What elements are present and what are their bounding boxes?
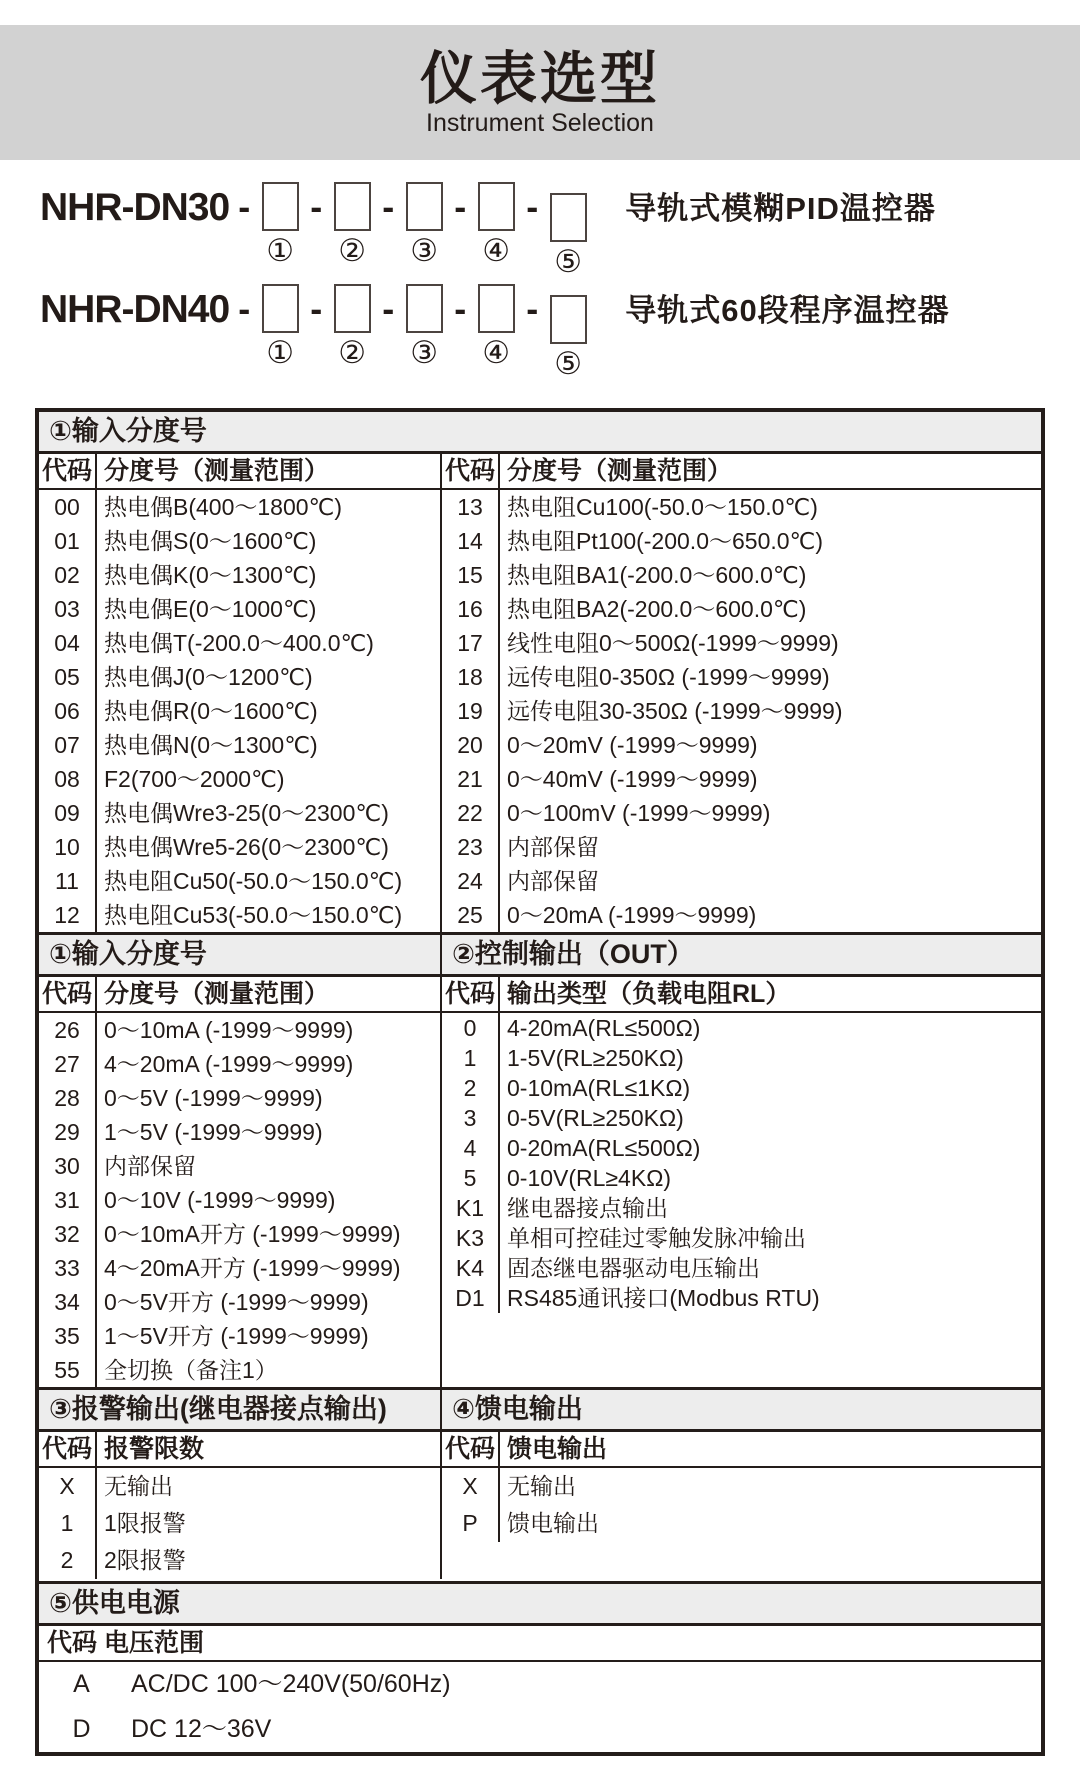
table-row — [39, 524, 1041, 558]
desc-cell: 0-10V(RL≥4KΩ) — [507, 1165, 672, 1191]
desc-cell: 热电阻Cu53(-50.0～150.0℃) — [97, 898, 442, 932]
code-position-2 — [331, 182, 373, 269]
column-header-desc: 分度号（测量范围） — [104, 980, 330, 1008]
table-row — [442, 1103, 1041, 1133]
table-row — [39, 1047, 440, 1081]
code-box-icon — [406, 182, 443, 231]
desc-cell: 4～20mA (-1999～9999) — [104, 1051, 354, 1077]
code-cell: 23 — [442, 830, 500, 864]
table-row — [39, 796, 1041, 830]
table-row — [442, 1223, 1041, 1253]
code-cell: 22 — [442, 796, 500, 830]
position-number: ④ — [482, 335, 511, 371]
page-banner — [0, 25, 1080, 160]
section5-column-header: 代码 电压范围 — [39, 1626, 1041, 1662]
code-cell: 05 — [39, 660, 97, 694]
table-row — [39, 626, 1041, 660]
code-position-3 — [403, 284, 445, 371]
position-number: ③ — [410, 335, 439, 371]
desc-cell: 0～100mV (-1999～9999) — [507, 800, 771, 826]
desc-cell: 远传电阻30-350Ω (-1999～9999) — [507, 698, 843, 724]
code-box-icon — [478, 182, 515, 231]
code-position-4 — [475, 284, 517, 371]
column-header-code: 代码 — [442, 977, 500, 1011]
section5-rows — [39, 1662, 1041, 1752]
model-description: 导轨式60段程序温控器 — [625, 293, 950, 328]
code-cell: 00 — [39, 490, 97, 524]
desc-cell: 热电偶R(0～1600℃) — [97, 694, 442, 728]
code-cell: 13 — [442, 490, 500, 524]
code-cell: 1 — [39, 1505, 97, 1542]
section2-right-title: ②控制输出（OUT） — [442, 935, 1041, 977]
column-header-code: 代码 — [442, 1432, 500, 1466]
desc-cell: 内部保留 — [507, 868, 599, 894]
code-cell: 55 — [39, 1353, 97, 1387]
desc-cell: 1～5V开方 (-1999～9999) — [104, 1323, 369, 1349]
table-row — [39, 898, 1041, 932]
table-row — [39, 1251, 440, 1285]
desc-cell: 0～20mV (-1999～9999) — [507, 732, 758, 758]
section1-column-headers — [39, 454, 1041, 490]
code-cell: 08 — [39, 762, 97, 796]
code-cell: 29 — [39, 1115, 97, 1149]
desc-cell: 0～10mA (-1999～9999) — [104, 1017, 354, 1043]
table-row — [442, 1253, 1041, 1283]
desc-cell: 内部保留 — [104, 1153, 196, 1179]
code-cell: 35 — [39, 1319, 97, 1353]
code-cell: 21 — [442, 762, 500, 796]
desc-cell: DC 12～36V — [131, 1715, 272, 1743]
code-cell: 2 — [39, 1542, 97, 1579]
code-cell: 03 — [39, 592, 97, 626]
desc-cell: 0～5V开方 (-1999～9999) — [104, 1289, 369, 1315]
code-cell: K1 — [442, 1193, 500, 1223]
code-separator: - — [238, 186, 251, 227]
section2-titles — [39, 932, 1041, 977]
desc-cell: 固态继电器驱动电压输出 — [507, 1255, 760, 1281]
desc-cell: 热电偶T(-200.0～400.0℃) — [97, 626, 442, 660]
table-row — [39, 1285, 440, 1319]
section3-right-rows — [442, 1468, 1041, 1579]
desc-cell: 0～20mA (-1999～9999) — [507, 902, 757, 928]
position-number: ① — [266, 335, 295, 371]
code-cell: X — [39, 1468, 97, 1505]
position-number: ② — [338, 233, 367, 269]
code-cell: 30 — [39, 1149, 97, 1183]
code-box-icon — [262, 284, 299, 333]
code-cell: 1 — [442, 1043, 500, 1073]
desc-cell: 热电偶Wre5-26(0～2300℃) — [97, 830, 442, 864]
code-cell: K4 — [442, 1253, 500, 1283]
desc-cell: 内部保留 — [507, 834, 599, 860]
code-position-3 — [403, 182, 445, 269]
table-row — [442, 1468, 1041, 1505]
code-cell: 26 — [39, 1013, 97, 1047]
code-box-icon — [550, 193, 587, 242]
code-cell: D — [72, 1715, 91, 1743]
model-description: 导轨式模糊PID温控器 — [625, 191, 936, 226]
column-header-code: 代码 — [442, 454, 500, 488]
code-cell: 3 — [442, 1103, 500, 1133]
code-cell: P — [442, 1505, 500, 1542]
model-name: NHR-DN40 — [40, 288, 230, 331]
desc-cell: 热电阻BA2(-200.0～600.0℃) — [507, 596, 807, 622]
table-row — [39, 1353, 440, 1387]
table-row — [39, 1319, 440, 1353]
section2-right-rows — [442, 1013, 1041, 1387]
desc-cell: 0～40mV (-1999～9999) — [507, 766, 758, 792]
desc-cell: 热电偶Wre3-25(0～2300℃) — [97, 796, 442, 830]
table-row — [39, 1707, 1041, 1752]
model-name: NHR-DN30 — [40, 186, 230, 229]
code-cell: 32 — [39, 1217, 97, 1251]
table-row — [39, 1542, 440, 1579]
desc-cell: 1限报警 — [104, 1510, 186, 1536]
code-cell: 16 — [442, 592, 500, 626]
code-box-icon — [406, 284, 443, 333]
code-cell: 04 — [39, 626, 97, 660]
code-box-icon — [478, 284, 515, 333]
desc-cell: 0-5V(RL≥250KΩ) — [507, 1105, 684, 1131]
table-row — [442, 1133, 1041, 1163]
column-header-desc: 分度号（测量范围） — [97, 454, 442, 488]
code-separator: - — [310, 186, 323, 227]
code-cell: 31 — [39, 1183, 97, 1217]
desc-cell: 热电偶J(0～1200℃) — [97, 660, 442, 694]
column-header-code: 代码 — [39, 1432, 97, 1466]
desc-cell: 热电偶B(400～1800℃) — [97, 490, 442, 524]
table-row — [39, 694, 1041, 728]
desc-cell: 1～5V (-1999～9999) — [104, 1119, 323, 1145]
code-position-5 — [547, 295, 589, 382]
table-row — [39, 1217, 440, 1251]
section3-left-rows — [39, 1468, 442, 1579]
code-cell: 4 — [442, 1133, 500, 1163]
code-box-icon — [262, 182, 299, 231]
code-box-icon — [550, 295, 587, 344]
model-code-diagrams — [0, 160, 1080, 382]
position-number: ④ — [482, 233, 511, 269]
table-row — [39, 728, 1041, 762]
code-cell: 15 — [442, 558, 500, 592]
code-cell: 20 — [442, 728, 500, 762]
code-cell: K3 — [442, 1223, 500, 1253]
code-cell: 28 — [39, 1081, 97, 1115]
section3-titles — [39, 1387, 1041, 1432]
desc-cell: 0-10mA(RL≤1KΩ) — [507, 1075, 691, 1101]
code-separator: - — [382, 186, 395, 227]
section2-right-headers — [442, 977, 1041, 1011]
code-cell: 24 — [442, 864, 500, 898]
column-header-desc: 报警限数 — [104, 1435, 205, 1463]
code-cell: X — [442, 1468, 500, 1505]
table-row — [39, 1468, 440, 1505]
column-header-desc: 馈电输出 — [507, 1435, 608, 1463]
section3-left-title: ③报警输出(继电器接点输出) — [39, 1390, 442, 1432]
desc-cell: 继电器接点输出 — [507, 1195, 668, 1221]
code-cell: 01 — [39, 524, 97, 558]
desc-cell: 热电偶E(0～1000℃) — [97, 592, 442, 626]
desc-cell: 0～5V (-1999～9999) — [104, 1085, 323, 1111]
table-row — [39, 864, 1041, 898]
code-cell: 07 — [39, 728, 97, 762]
code-cell: 09 — [39, 796, 97, 830]
position-number: ① — [266, 233, 295, 269]
code-separator: - — [526, 186, 539, 227]
desc-cell: 热电偶S(0～1600℃) — [97, 524, 442, 558]
section2-left-headers — [39, 977, 442, 1011]
section3-left-headers — [39, 1432, 442, 1466]
code-cell: 27 — [39, 1047, 97, 1081]
desc-cell: 0～10mA开方 (-1999～9999) — [104, 1221, 401, 1247]
code-cell: 14 — [442, 524, 500, 558]
column-header-desc: 分度号（测量范围） — [507, 457, 733, 485]
position-number: ⑤ — [554, 346, 583, 382]
section3-column-headers — [39, 1432, 1041, 1468]
desc-cell: 热电阻Cu50(-50.0～150.0℃) — [97, 864, 442, 898]
code-position-1 — [259, 182, 301, 269]
desc-cell: 无输出 — [104, 1473, 173, 1499]
desc-cell: 线性电阻0～500Ω(-1999～9999) — [507, 630, 839, 656]
section1-title: ①输入分度号 — [39, 412, 1041, 454]
desc-cell: 热电阻BA1(-200.0～600.0℃) — [507, 562, 807, 588]
table-row — [39, 1013, 440, 1047]
code-cell: 06 — [39, 694, 97, 728]
code-cell: A — [73, 1670, 90, 1698]
code-cell: 2 — [442, 1073, 500, 1103]
page-subtitle: Instrument Selection — [426, 109, 654, 137]
table-row — [442, 1013, 1041, 1043]
desc-cell: RS485通讯接口(Modbus RTU) — [507, 1285, 820, 1311]
code-cell: 0 — [442, 1013, 500, 1043]
table-row — [39, 660, 1041, 694]
desc-cell: 2限报警 — [104, 1547, 186, 1573]
desc-cell: 无输出 — [507, 1473, 576, 1499]
table-row — [39, 1081, 440, 1115]
code-separator: - — [310, 288, 323, 329]
table-row — [442, 1073, 1041, 1103]
table-row — [39, 1183, 440, 1217]
code-cell: 34 — [39, 1285, 97, 1319]
table-row — [39, 1505, 440, 1542]
desc-cell: F2(700～2000℃) — [97, 762, 442, 796]
table-row — [39, 762, 1041, 796]
code-cell: 17 — [442, 626, 500, 660]
code-position-1 — [259, 284, 301, 371]
code-cell: 12 — [39, 898, 97, 932]
section5-title: ⑤供电电源 — [39, 1581, 1041, 1626]
desc-cell: 热电偶K(0～1300℃) — [97, 558, 442, 592]
code-separator: - — [526, 288, 539, 329]
column-header-code: 代码 — [39, 977, 97, 1011]
code-cell: 33 — [39, 1251, 97, 1285]
table-row — [39, 1115, 440, 1149]
desc-cell: 1-5V(RL≥250KΩ) — [507, 1045, 684, 1071]
table-row — [39, 490, 1041, 524]
desc-cell: AC/DC 100～240V(50/60Hz) — [131, 1670, 451, 1698]
section2-left-rows — [39, 1013, 442, 1387]
code-cell: 10 — [39, 830, 97, 864]
section1-rows — [39, 490, 1041, 932]
section2-column-headers — [39, 977, 1041, 1013]
table-row — [442, 1043, 1041, 1073]
table-row — [442, 1163, 1041, 1193]
desc-cell: 0～10V (-1999～9999) — [104, 1187, 336, 1213]
table-row — [442, 1193, 1041, 1223]
table-row — [39, 830, 1041, 864]
code-cell: 02 — [39, 558, 97, 592]
desc-cell: 4～20mA开方 (-1999～9999) — [104, 1255, 401, 1281]
code-separator: - — [382, 288, 395, 329]
code-cell: 11 — [39, 864, 97, 898]
column-header-code: 代码 — [39, 454, 97, 488]
desc-cell: 单相可控硅过零触发脉冲输出 — [507, 1225, 806, 1251]
code-position-2 — [331, 284, 373, 371]
position-number: ② — [338, 335, 367, 371]
code-cell: D1 — [442, 1283, 500, 1313]
section3-body — [39, 1468, 1041, 1581]
desc-cell: 馈电输出 — [507, 1510, 599, 1536]
table-row — [39, 1149, 440, 1183]
code-cell: 5 — [442, 1163, 500, 1193]
desc-cell: 4-20mA(RL≤500Ω) — [507, 1015, 701, 1041]
model-code-row — [40, 182, 1080, 280]
code-cell: 25 — [442, 898, 500, 932]
page — [0, 25, 1080, 1756]
code-box-icon — [334, 284, 371, 333]
section3-right-headers — [442, 1432, 1041, 1466]
code-position-4 — [475, 182, 517, 269]
code-cell: 19 — [442, 694, 500, 728]
table-row — [442, 1283, 1041, 1313]
section3-right-title: ④馈电输出 — [442, 1390, 1041, 1432]
position-number: ③ — [410, 233, 439, 269]
table-row — [39, 558, 1041, 592]
position-number: ⑤ — [554, 244, 583, 280]
code-separator: - — [454, 186, 467, 227]
page-title: 仪表选型 — [420, 47, 660, 111]
desc-cell: 远传电阻0-350Ω (-1999～9999) — [507, 664, 830, 690]
table-row — [39, 592, 1041, 626]
code-separator: - — [454, 288, 467, 329]
section2-left-title: ①输入分度号 — [39, 935, 442, 977]
section2-body — [39, 1013, 1041, 1387]
code-cell: 18 — [442, 660, 500, 694]
model-code-row — [40, 284, 1080, 382]
table-row — [442, 1505, 1041, 1542]
code-box-icon — [334, 182, 371, 231]
code-separator: - — [238, 288, 251, 329]
column-header-desc: 输出类型（负载电阻RL） — [507, 980, 791, 1008]
code-position-5 — [547, 193, 589, 280]
desc-cell: 全切换（备注1） — [104, 1357, 278, 1383]
desc-cell: 热电阻Pt100(-200.0～650.0℃) — [507, 528, 824, 554]
desc-cell: 0-20mA(RL≤500Ω) — [507, 1135, 701, 1161]
table-row — [39, 1662, 1041, 1707]
desc-cell: 热电阻Cu100(-50.0～150.0℃) — [507, 494, 818, 520]
desc-cell: 热电偶N(0～1300℃) — [97, 728, 442, 762]
selection-table — [35, 408, 1045, 1756]
